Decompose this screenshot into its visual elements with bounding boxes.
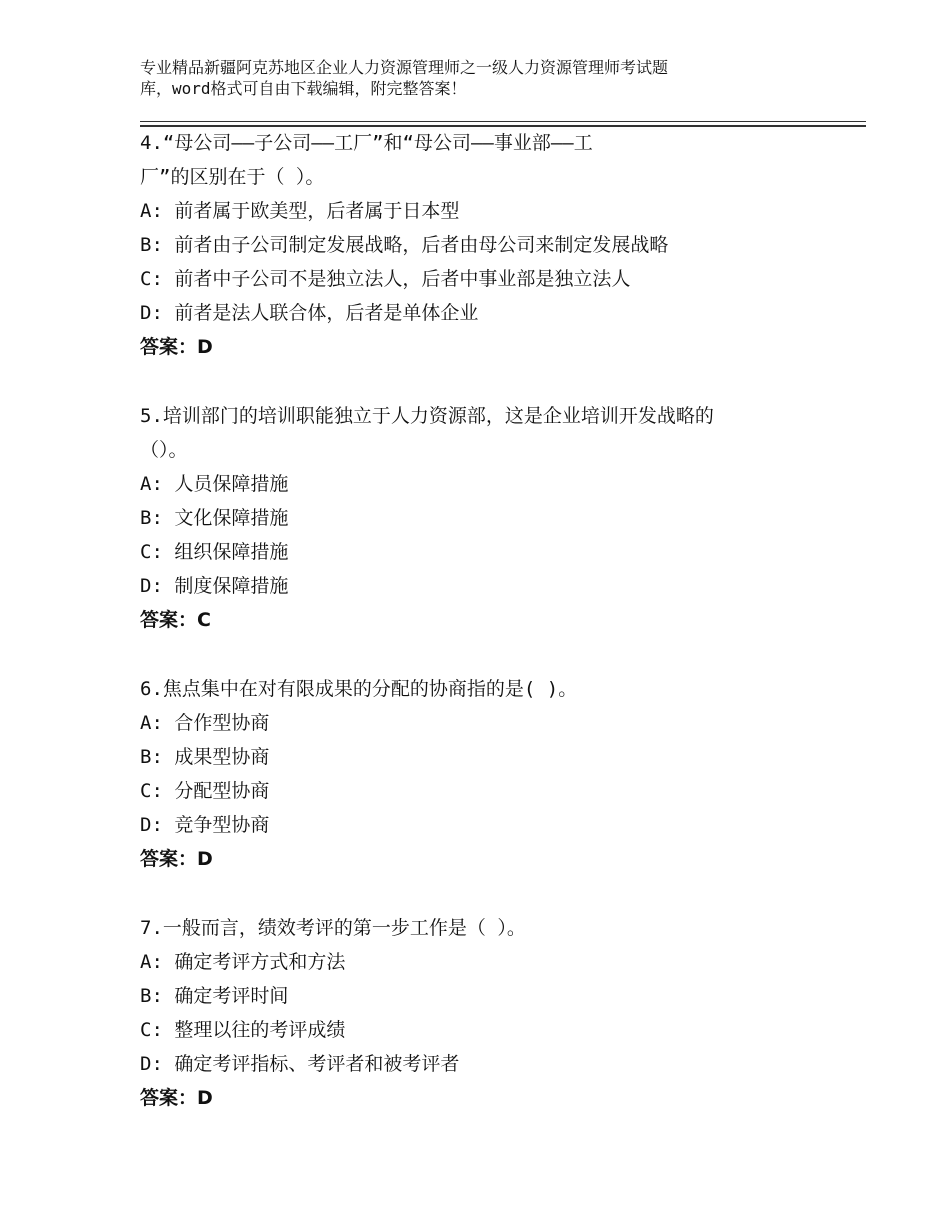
option-d: D: 确定考评指标、考评者和被考评者 <box>140 1053 460 1075</box>
answer: 答案：C <box>140 609 211 631</box>
option-c: C: 整理以往的考评成绩 <box>140 1019 346 1041</box>
option-d: D: 前者是法人联合体，后者是单体企业 <box>140 302 479 324</box>
header-line-1: 专业精品新疆阿克苏地区企业人力资源管理师之一级人力资源管理师考试题 <box>140 58 669 77</box>
header-line-2: 库，word格式可自由下载编辑，附完整答案！ <box>140 79 467 98</box>
option-c: C: 前者中子公司不是独立法人，后者中事业部是独立法人 <box>140 268 631 290</box>
option-a: A: 人员保障措施 <box>140 473 289 495</box>
question-6 <box>140 672 840 876</box>
option-a: A: 前者属于欧美型，后者属于日本型 <box>140 200 460 222</box>
answer: 答案：D <box>140 1087 213 1109</box>
question-stem: 厂”的区别在于（ ）。 <box>140 166 325 188</box>
question-stem: 7.一般而言，绩效考评的第一步工作是（ ）。 <box>140 917 526 939</box>
option-c: C: 组织保障措施 <box>140 541 289 563</box>
question-4 <box>140 126 840 364</box>
option-a: A: 合作型协商 <box>140 712 270 734</box>
question-5 <box>140 399 840 637</box>
question-stem: 6.焦点集中在对有限成果的分配的协商指的是( )。 <box>140 678 578 700</box>
option-b: B: 前者由子公司制定发展战略，后者由母公司来制定发展战略 <box>140 234 669 256</box>
option-d: D: 制度保障措施 <box>140 575 289 597</box>
option-b: B: 成果型协商 <box>140 746 270 768</box>
document-header <box>140 57 840 99</box>
option-d: D: 竞争型协商 <box>140 814 270 836</box>
question-7 <box>140 911 840 1115</box>
option-b: B: 确定考评时间 <box>140 985 289 1007</box>
answer: 答案：D <box>140 336 213 358</box>
option-c: C: 分配型协商 <box>140 780 270 802</box>
option-a: A: 确定考评方式和方法 <box>140 951 346 973</box>
header-rule-thin <box>140 121 866 122</box>
answer: 答案：D <box>140 848 213 870</box>
question-stem: 4.“母公司——子公司——工厂”和“母公司——事业部——工 <box>140 132 593 154</box>
question-stem: （）。 <box>140 439 188 461</box>
question-stem: 5.培训部门的培训职能独立于人力资源部，这是企业培训开发战略的 <box>140 405 714 427</box>
option-b: B: 文化保障措施 <box>140 507 289 529</box>
